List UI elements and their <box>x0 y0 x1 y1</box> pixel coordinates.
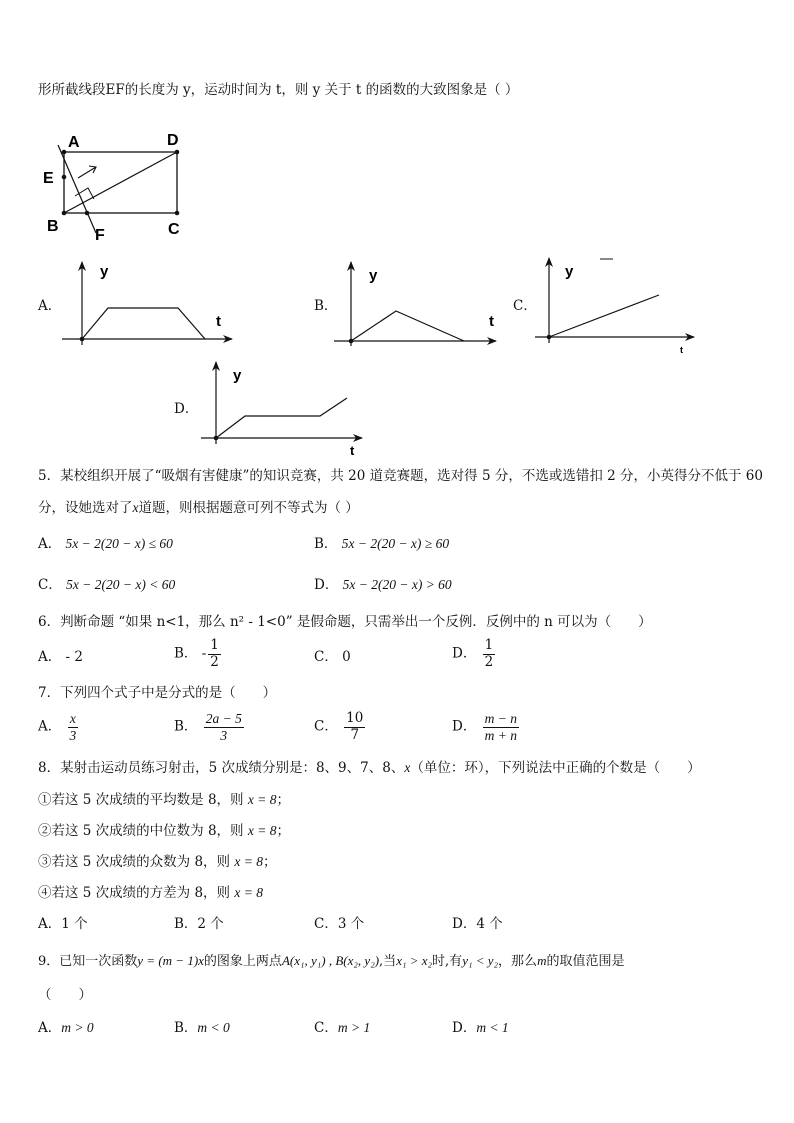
graph-a <box>62 262 232 345</box>
point-f-label: F <box>95 227 105 244</box>
q9-option-a[interactable]: A．m > 0 <box>38 1020 94 1036</box>
point-c-label: C <box>168 221 180 238</box>
q9-option-d[interactable]: D．m < 1 <box>452 1020 509 1036</box>
q7-option-a[interactable]: A． $\frac{x}{3}$ <box>38 711 77 743</box>
q9-option-c[interactable]: C．m > 1 <box>314 1020 371 1036</box>
q6-option-b[interactable]: B． - $\frac{1}{2}$ <box>174 637 219 670</box>
q6-option-d[interactable]: D． $\frac{1}{2}$ <box>452 637 494 670</box>
q7-option-b[interactable]: B． $\frac{2a - 5}{3}$ <box>174 711 242 743</box>
graph-c-t-label: t <box>680 345 683 355</box>
graph-c-y-label: y <box>565 263 574 280</box>
point-a-label: A <box>68 134 80 151</box>
q8-option-c[interactable]: C．3 个 <box>314 916 365 932</box>
graph-d <box>201 362 362 458</box>
q5-stem-line1: 5．某校组织开展了“吸烟有害健康”的知识竞赛，共 20 道竞赛题，选对得 5 分，不选或选错扣 2 分，小英得分不低于 60 <box>38 468 763 484</box>
q8-statement-3: ③若这 5 次成绩的众数为 8，则 x = 8； <box>38 854 277 870</box>
q7-option-c[interactable]: C． $\frac{10}{7}$ <box>314 710 364 743</box>
q4-option-b-label: B． <box>314 298 338 314</box>
q8-option-d[interactable]: D．4 个 <box>452 916 503 932</box>
graph-d-t-label: t <box>350 443 355 458</box>
q8-option-a[interactable]: A．1 个 <box>38 916 88 932</box>
point-b-label: B <box>47 218 59 235</box>
q5-option-a[interactable]: A． 5x − 2(20 − x) ≤ 60 <box>38 536 173 552</box>
graph-a-y-label: y <box>100 263 109 280</box>
graph-b-y-label: y <box>369 267 378 284</box>
q7-stem: 7．下列四个式子中是分式的是（ ） <box>38 685 277 701</box>
q9-stem: 9．已知一次函数y = (m − 1)x的图象上两点A(x₁, y₁) , B(x₂, y₂),当x₁ > x₂时,有y₁ < y₂，那么m的取值范围是 <box>38 953 625 969</box>
q4-stem: 形所截线段EF的长度为 y，运动时间为 t，则 y 关于 t 的函数的大致图象是（ ） <box>38 82 519 98</box>
graph-a-t-label: t <box>216 313 221 330</box>
q9-answer-paren: （ ） <box>38 987 92 1003</box>
q6-option-a[interactable]: A． - 2 <box>38 649 83 665</box>
q4-option-d-label: D． <box>174 401 199 417</box>
q5-stem-line2: 分，设她选对了x道题，则根据题意可列不等式为（ ） <box>38 500 359 516</box>
q5-option-b[interactable]: B． 5x − 2(20 − x) ≥ 60 <box>314 536 450 552</box>
q8-option-b[interactable]: B．2 个 <box>174 916 224 932</box>
q5-option-d[interactable]: D． 5x − 2(20 − x) > 60 <box>314 577 452 593</box>
q8-statement-4: ④若这 5 次成绩的方差为 8，则 x = 8 <box>38 885 263 901</box>
q6-option-c[interactable]: C． 0 <box>314 649 351 665</box>
q8-stem: 8．某射击运动员练习射击，5 次成绩分别是：8、9、7、8、x（单位：环），下列说法中正确的个数是（ ） <box>38 760 701 776</box>
q5-option-c[interactable]: C． 5x − 2(20 − x) < 60 <box>38 577 176 593</box>
graph-d-y-label: y <box>233 367 242 384</box>
graph-c <box>535 258 694 355</box>
q9-option-b[interactable]: B．m < 0 <box>174 1020 230 1036</box>
q6-stem: 6．判断命题 “如果 n<1，那么 n² - 1<0” 是假命题，只需举出一个反例．反例中的 n 可以为（ ） <box>38 614 652 630</box>
graph-b <box>334 262 496 346</box>
q8-statement-1: ①若这 5 次成绩的平均数是 8，则 x = 8； <box>38 792 290 808</box>
point-d-label: D <box>167 132 179 149</box>
graph-b-t-label: t <box>489 313 494 330</box>
q8-statement-2: ②若这 5 次成绩的中位数为 8，则 x = 8； <box>38 823 290 839</box>
q7-option-d[interactable]: D． $\frac{m - n}{m + n}$ <box>452 711 517 743</box>
q4-option-a-label: A． <box>38 298 62 314</box>
point-e-label: E <box>43 170 54 187</box>
q4-option-c-label: C． <box>513 298 537 314</box>
